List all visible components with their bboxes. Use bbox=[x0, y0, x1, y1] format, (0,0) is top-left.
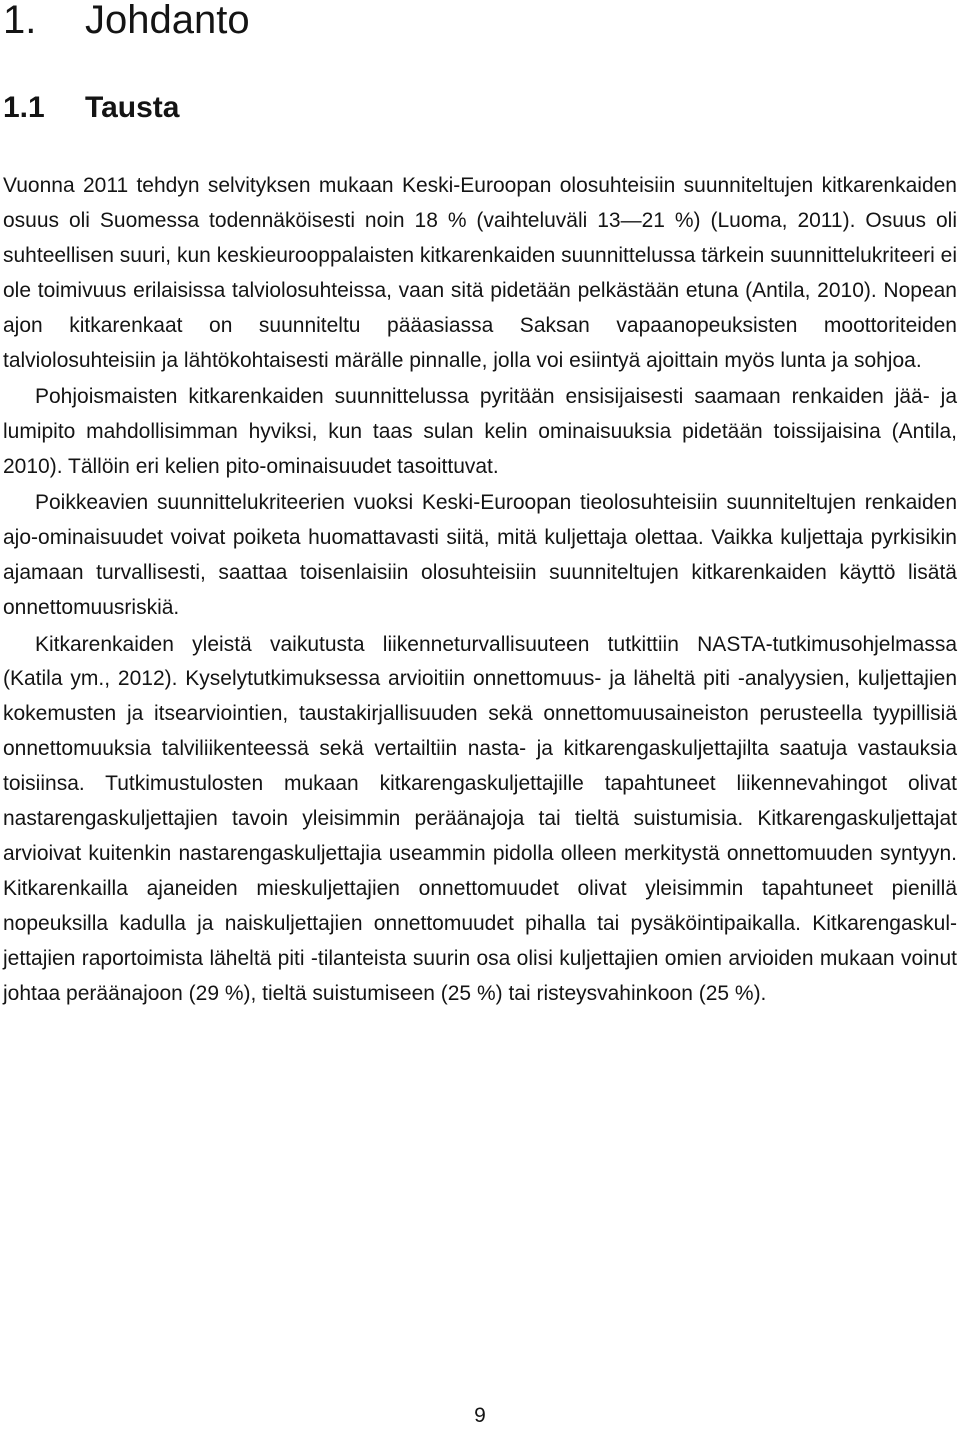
chapter-heading bbox=[3, 0, 250, 46]
section-number: 1.1 bbox=[3, 91, 45, 124]
paragraph-2: Pohjoismaisten kitkarenkaiden suunnittelussa pyritään ensisijaisesti saamaan renkaiden jää- ja lumipito mahdollisimman hyviksi, kun taas sulan kelin ominaisuuksia pidetään toissijaisina (Antila, 2010). Tällöin eri kelien pito-ominaisuudet tasoittuvat. bbox=[3, 385, 957, 478]
paragraph-1: Vuonna 2011 tehdyn selvityksen mukaan Keski-Euroopan olosuhteisiin suunniteltujen kitkarenkaiden osuus oli Suomessa todennäköisesti noin 18 % (vaihteluväli 13—21 %) (Luoma, 2011). Osuus oli suhteellisen suuri, kun keskieurooppalaisten kitkarenkaiden suunnittelussa tärkein suunnittelukriteeri ei ole toimivuus erilaisissa talviolosuhteissa, vaan sitä pidetään pelkästään etuna (Antila, 2010). Nopean ajon kitkarenkaat on suunniteltu pääasiassa Saksan vapaanopeuksisten moottoriteiden talviolosuhteisiin ja lähtökohtaisesti märälle pinnalle, jolla voi esiintyä ajoittain myös lunta ja sohjoa. bbox=[3, 174, 957, 372]
paragraph-4: Kitkarenkaiden yleistä vaikutusta liikenneturvallisuuteen tutkittiin NASTA-tutkimusohjelmassa (Katila ym., 2012). Kyselytutkimuksessa arvioitiin onnettomuus- ja läheltä piti -analyysien, kuljettajien kokemusten ja itsearviointien, taustakirjallisuuden sekä onnettomuusaineiston perusteella tyypillisiä onnettomuuksia talviliikenteessä sekä vertailtiin nasta- ja kitkarengaskuljettajilta saatuja vastauksia toisiinsa. Tutkimustulosten mukaan kitkarengaskuljettajille tapahtuneet liikennevahingot olivat nastarengaskuljettajien tavoin yleisimmin peräänajoja tai tieltä suistumisia. Kitkarengaskuljettajat arvioivat kuitenkin nastarengaskuljettajia useammin pidolla olleen merkitystä onnettomuuden syntyyn. Kitkarenkailla ajaneiden mieskuljettajien onnettomuudet olivat yleisimmin tapahtuneet pienillä nopeuksilla kadulla ja naiskuljettajien onnettomuudet pihalla tai pysäköintipaikalla. Kitkarengaskuljettajien raportoimista läheltä piti -tilanteista suurin osa olisi kuljettajien omien arvioiden mukaan voinut johtaa peräänajoon (29 %), tieltä suistumiseen (25 %) tai risteysvahinkoon (25 %). bbox=[3, 632, 957, 1005]
paragraph-3: Poikkeavien suunnittelukriteerien vuoksi Keski-Euroopan tieolosuhteisiin suunniteltujen renkaiden ajo-ominaisuudet voivat poiketa huomattavasti siitä, mitä kuljettaja olettaa. Vaikka kuljettaja pyrkisikin ajamaan turvallisesti, saattaa toisenlaisiin olosuhteisiin suunniteltujen kitkarenkaiden käyttö lisätä onnettomuusriskiä. bbox=[3, 491, 957, 620]
section-title: Tausta bbox=[85, 91, 180, 124]
chapter-title: Johdanto bbox=[85, 0, 250, 42]
page-number: 9 bbox=[474, 1404, 486, 1427]
chapter-number: 1. bbox=[3, 0, 37, 42]
section-heading bbox=[3, 88, 179, 128]
body-text bbox=[3, 169, 957, 1013]
